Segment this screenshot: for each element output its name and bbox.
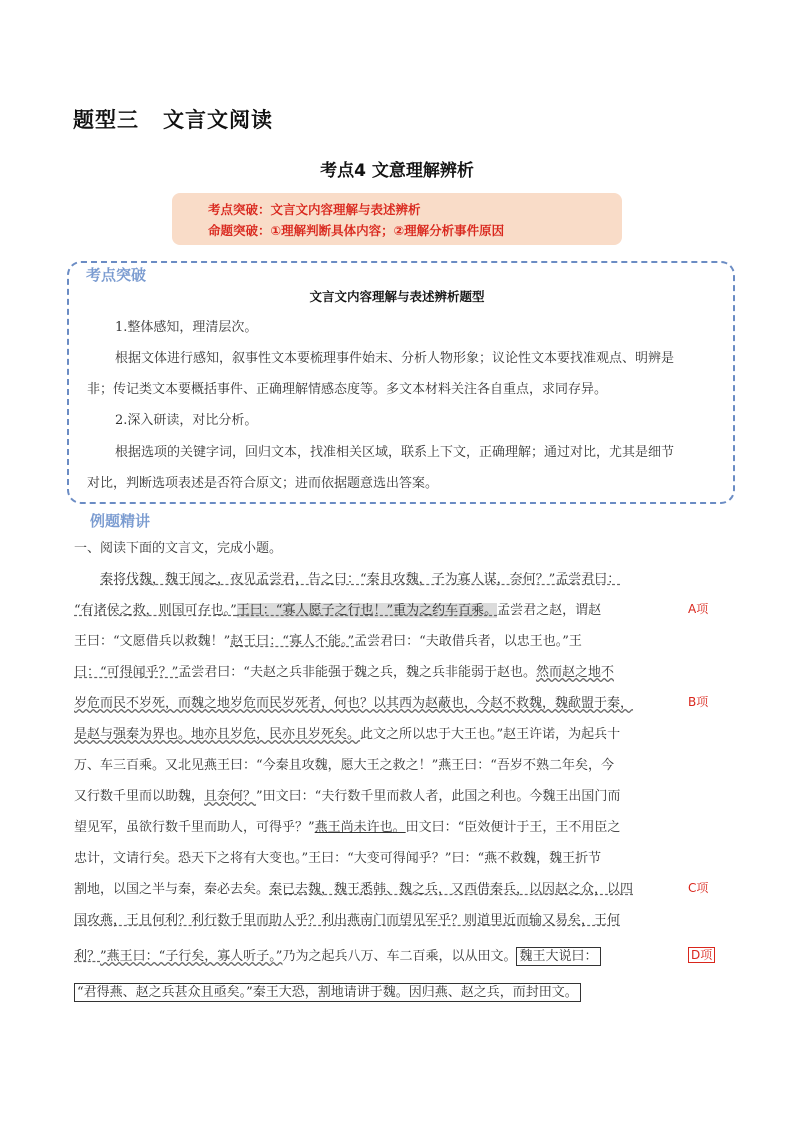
passage-line [74,723,620,742]
breakthrough-paragraph: 根据文体进行感知，叙事性文本要梳理事件始末、分析人物形象；议论性文本要找准观点、明辨是 [115,351,675,366]
passage-segment: 王曰：“文愿借兵以救魏！” [74,634,231,649]
passage-line [74,909,620,928]
breakthrough-paragraph: 1.整体感知，理清层次。 [115,320,258,335]
passage-segment: 赵王曰：“寡人不能。” [230,634,355,649]
passage-segment-framed: 魏王大说曰： [516,947,600,966]
option-b-marker: B项 [688,695,709,709]
passage-line [74,878,633,897]
section-title-type: 题型三 [73,108,139,132]
passage-segment: 割地，以国之半与秦，秦必去矣。 [74,882,270,897]
passage-line [74,661,614,680]
example-intro: 一、阅读下面的文言文，完成小题。 [74,541,283,556]
focus-line-2: 命题突破：①理解判断具体内容；②理解分析事件原因 [208,223,505,238]
passage-segment: ”燕王曰：“子行矣，寡人听子。” [100,949,283,964]
breakthrough-paragraph: 非；传记类文本要概括事件、正确理解情感态度等。多文本材料关注各自重点，求同存异。 [87,382,608,397]
passage-line [74,599,601,618]
breakthrough-heading: 文言文内容理解与表述辨析题型 [309,289,485,304]
passage-segment: 秦王大恐，割地请讲于魏。因归燕、赵之兵，而封田文。 [252,985,578,1000]
passage-segment: ”田文曰：“夫行数千里而救人者，此国之利也。今魏王出国门而 [256,789,621,804]
passage-segment: “君得燕、赵之兵甚众且亟矣。” [77,985,253,1000]
passage-line [100,568,620,587]
passage-segment: 且奈何？ [204,789,257,804]
passage-segment: 乃为之起兵八万、车二百乘，以从田文。 [282,949,517,964]
example-label: 例题精讲 [86,510,154,531]
breakthrough-label: 考点突破 [82,264,150,285]
breakthrough-paragraph: 对比，判断选项表述是否符合原文；进而依据题意选出答案。 [87,476,439,491]
passage-line [74,785,620,804]
passage-segment-framed [74,983,581,1002]
breakthrough-paragraph: 2.深入研读，对比分析。 [115,413,258,428]
passage-segment: 然而赵之地不 [535,665,614,680]
breakthrough-paragraph: 根据选项的关键字词，回归文本，找准相关区域，联系上下文，正确理解；通过对比，尤其是细节 [115,445,675,460]
option-c-marker: C项 [688,881,709,895]
option-d-marker [688,946,715,963]
option-a-marker: A项 [688,602,709,616]
passage-segment: 秦已去魏，魏王悉韩、魏之兵，又西借秦兵，以因赵之众，以四 [269,882,634,897]
passage-segment: 岁危而民不岁死，而魏之地岁危而民岁死者，何也？以其西为赵蔽也，今赵不救魏，魏歃盟于秦， [74,696,634,711]
passage-segment: 孟尝君曰：“夫敢借兵者，以忠王也。”王 [354,634,582,649]
passage-line [74,692,633,711]
passage-line: 万、车三百乘。又北见燕王曰：“今秦且攻魏，愿大王之救之！”燕王曰：“吾岁不熟二年矣，今 [74,758,614,773]
passage-line [74,630,582,649]
passage-segment: 燕王尚未许也。 [314,820,406,835]
passage-segment: 是赵与强秦为界也。地亦且岁危，民亦且岁死矣。 [74,727,361,742]
focus-line-1: 考点突破：文言文内容理解与表述辨析 [208,202,421,217]
passage-line: 忠计，文请行矣。恐天下之将有大变也。”王曰：“大变可得闻乎？”曰：“燕不救魏，魏王折节 [74,851,602,866]
passage-line [74,981,581,1000]
topic-title: 考点4 文意理解辨析 [320,161,474,181]
passage-segment: 田文曰：“臣效便计于王，王不用臣之 [405,820,621,835]
passage-segment: 此文之所以忠于大王也。”赵王许诺，为起兵十 [360,727,621,742]
passage-segment: 望见军，虽欲行数千里而助人，可得乎？” [74,820,315,835]
section-title [73,104,273,134]
passage-line [74,945,601,964]
passage-line [74,816,620,835]
passage-segment: 曰：“可得闻乎？” [74,665,179,680]
passage-segment: 利？ [74,949,101,964]
passage-segment: 孟尝君之赵，谓赵 [497,603,602,618]
option-d-label: D项 [688,947,715,963]
passage-segment-highlight: 王曰：“寡人愿子之行也！”重为之约车百乘。 [236,603,498,618]
section-title-name: 文言文阅读 [163,108,273,132]
passage-segment: 秦将伐魏，魏王闻之，夜见孟尝君，告之曰：“秦且攻魏，子为寡人谋，奈何？”孟尝君曰： [100,572,621,587]
passage-segment: “有诸侯之救，则国可存也。” [74,603,237,618]
passage-segment: 国攻燕，王且何利？利行数千里而助人乎？利出燕南门而望见军乎？则道里近而输又易矣，王何 [74,913,621,928]
passage-segment: 又行数千里而以助魏， [74,789,205,804]
passage-segment: 孟尝君曰：“夫赵之兵非能强于魏之兵，魏之兵非能弱于赵也。 [178,665,536,680]
